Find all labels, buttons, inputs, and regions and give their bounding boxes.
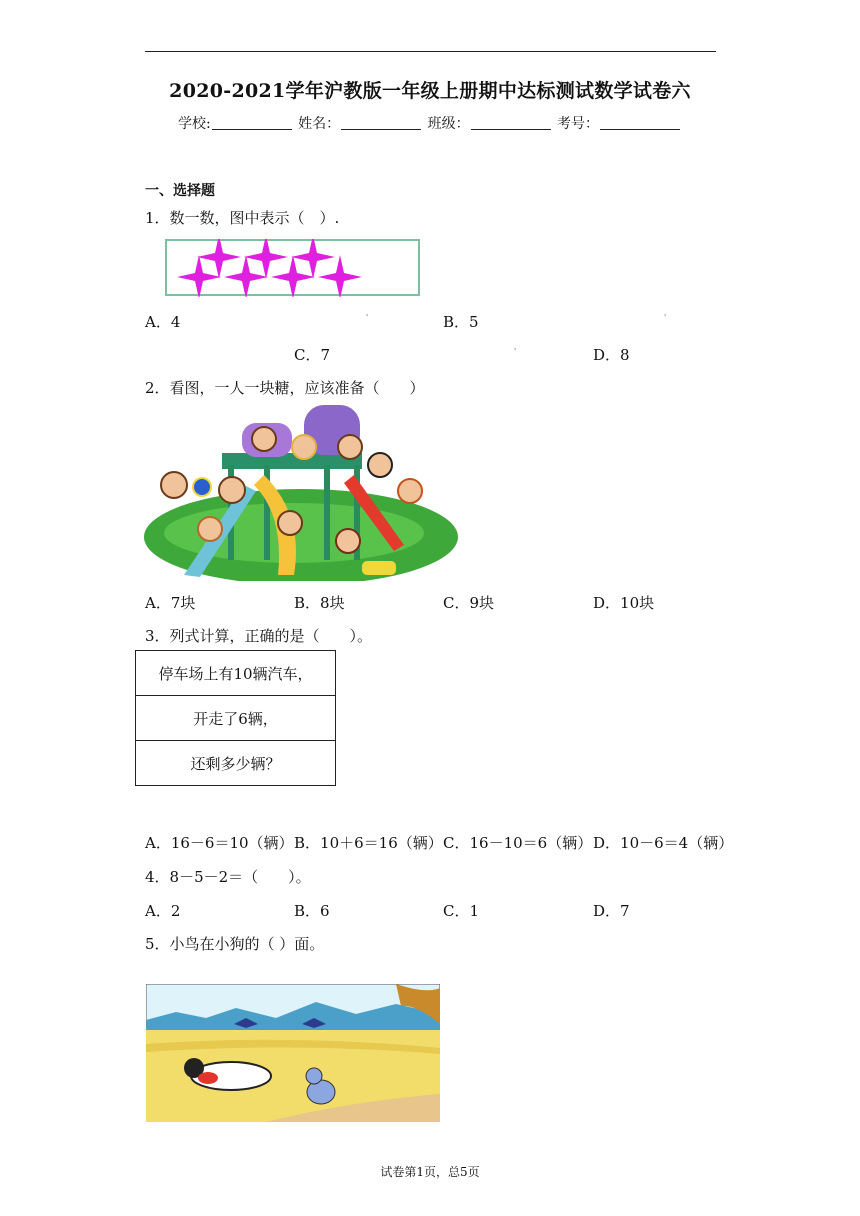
question-5-stem: 5．小鸟在小狗的（ ）面。 bbox=[145, 935, 325, 953]
table-row: 停车场上有10辆汽车， bbox=[136, 651, 336, 696]
question-1-option-b[interactable]: B．5 bbox=[443, 313, 479, 331]
exam-number-blank[interactable] bbox=[600, 115, 680, 130]
school-label: 学校: bbox=[177, 116, 211, 132]
question-1-option-c[interactable]: C．7 bbox=[294, 346, 331, 364]
question-4-option-c[interactable]: C．1 bbox=[443, 902, 480, 920]
student-info-line bbox=[0, 113, 860, 133]
question-3-option-b[interactable]: B．10＋6＝16（辆） bbox=[294, 834, 443, 852]
name-blank[interactable] bbox=[341, 115, 421, 130]
question-2-stem: 2．看图，一人一块糖，应该准备（ ） bbox=[145, 379, 425, 397]
question-4-option-b[interactable]: B．6 bbox=[294, 902, 330, 920]
toy-car-icon bbox=[362, 561, 396, 575]
question-2-playground-picture bbox=[144, 405, 458, 585]
tick-mark: ' bbox=[514, 347, 517, 356]
question-1-stem: 1．数一数，图中表示（ ）. bbox=[145, 209, 340, 227]
question-3-option-d[interactable]: D．10－6＝4（辆） bbox=[593, 834, 734, 852]
question-4-option-a[interactable]: A．2 bbox=[145, 902, 181, 920]
question-2-option-b[interactable]: B．8块 bbox=[294, 594, 345, 612]
question-2-option-c[interactable]: C．9块 bbox=[443, 594, 495, 612]
table-row: 还剩多少辆？ bbox=[136, 741, 336, 786]
question-4-stem: 4．8－5－2＝（ ）。 bbox=[145, 868, 311, 886]
question-3-stem: 3．列式计算，正确的是（ ）。 bbox=[145, 627, 373, 645]
question-1-option-d[interactable]: D．8 bbox=[593, 346, 630, 364]
class-blank[interactable] bbox=[471, 115, 551, 130]
question-3-option-a[interactable]: A．16－6＝10（辆） bbox=[145, 834, 294, 852]
page-footer: 试卷第1页，总5页 bbox=[380, 1165, 480, 1179]
question-2-option-a[interactable]: A．7块 bbox=[145, 594, 196, 612]
ball-icon bbox=[193, 478, 211, 496]
tick-mark: ' bbox=[366, 313, 369, 322]
name-label: 姓名： bbox=[298, 116, 341, 132]
table-row: 开走了6辆， bbox=[136, 696, 336, 741]
exam-number-label: 考号： bbox=[557, 116, 600, 132]
school-blank[interactable] bbox=[212, 115, 292, 130]
question-3-option-c[interactable]: C．16－10＝6（辆） bbox=[443, 834, 593, 852]
page-title: 2020-2021学年沪教版一年级上册期中达标测试数学试卷六 bbox=[169, 80, 691, 102]
header-rule bbox=[145, 51, 716, 52]
question-2-option-d[interactable]: D．10块 bbox=[593, 594, 655, 612]
question-1-star-figure bbox=[165, 239, 421, 301]
question-1-option-a[interactable]: A．4 bbox=[145, 313, 181, 331]
question-4-option-d[interactable]: D．7 bbox=[593, 902, 630, 920]
question-3-word-problem-table bbox=[135, 650, 336, 786]
question-5-field-picture bbox=[146, 984, 440, 1126]
section-title: 一、选择题 bbox=[145, 183, 215, 199]
tick-mark: ' bbox=[664, 313, 667, 322]
class-label: 班级： bbox=[427, 116, 470, 132]
